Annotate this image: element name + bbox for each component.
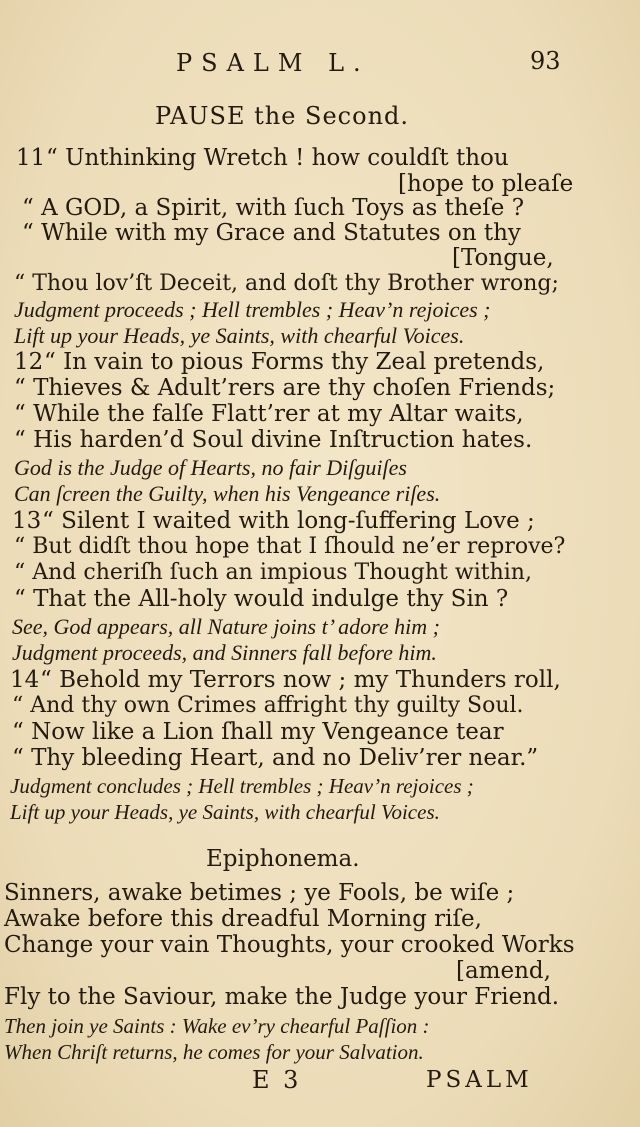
verse-line: Awake before this dreadful Morning riſe, bbox=[4, 906, 482, 932]
chorus-line: Then join ye Saints : Wake ev’ry chearful Paſſion : bbox=[4, 1014, 430, 1038]
chorus-line: Judgment proceeds ; Hell trembles ; Heav’n rejoices ; bbox=[14, 297, 491, 322]
verse-line: “ And cheriſh ſuch an impious Thought within, bbox=[14, 560, 532, 585]
verse-line bbox=[16, 145, 509, 171]
chorus-line: Can ſcreen the Guilty, when his Vengeance riſes. bbox=[14, 481, 441, 506]
verse-line: Sinners, awake betimes ; ye Fools, be wiſe ; bbox=[4, 880, 515, 906]
verse-line: Change your vain Thoughts, your crooked Works bbox=[4, 932, 575, 958]
running-title: PSALM L. bbox=[176, 49, 370, 77]
verse-number: 14 bbox=[10, 667, 40, 693]
verse-line bbox=[14, 349, 544, 375]
verse-number: 12 bbox=[14, 349, 44, 375]
verse-turnover: [hope to pleaſe bbox=[398, 171, 574, 197]
verse-turnover: [amend, bbox=[456, 958, 551, 984]
chorus-line: When Chriſt returns, he comes for your Salvation. bbox=[4, 1040, 424, 1064]
verse-line: “ That the All-holy would indulge thy Sin ? bbox=[14, 586, 509, 612]
verse-line: “ His harden’d Soul divine Inſtruction hates. bbox=[14, 427, 533, 453]
chorus-line: See, God appears, all Nature joins t’ adore him ; bbox=[12, 614, 440, 639]
verse-line: “ But didſt thou hope that I ſhould ne’er reprove? bbox=[14, 534, 566, 559]
chorus-line: Judgment concludes ; Hell trembles ; Heav’n rejoices ; bbox=[10, 774, 474, 798]
epiphonema-title: Epiphonema. bbox=[206, 846, 360, 872]
verse-number: 11 bbox=[16, 145, 46, 171]
verse-line bbox=[10, 667, 561, 693]
verse-text: “ Behold my Terrors now ; my Thunders roll, bbox=[40, 667, 561, 693]
verse-text: “ Silent I waited with long-ſuffering Love ; bbox=[42, 508, 535, 534]
chorus-line: Lift up your Heads, ye Saints, with chearful Voices. bbox=[14, 323, 465, 348]
verse-line: “ Thou lov’ſt Deceit, and doſt thy Brother wrong; bbox=[14, 271, 559, 296]
verse-turnover: [Tongue, bbox=[452, 245, 554, 271]
section-title: PAUSE the Second. bbox=[155, 102, 410, 130]
chorus-line: Judgment proceeds, and Sinners fall before him. bbox=[12, 640, 437, 665]
signature-mark: E 3 bbox=[252, 1066, 302, 1094]
verse-line: Fly to the Saviour, make the Judge your Friend. bbox=[4, 984, 560, 1010]
verse-line: “ While the falſe Flatt’rer at my Altar waits, bbox=[14, 401, 524, 427]
verse-text: “ Unthinking Wretch ! how couldſt thou bbox=[46, 145, 509, 171]
verse-line: “ While with my Grace and Statutes on thy bbox=[22, 220, 521, 246]
catchword: PSALM bbox=[426, 1067, 533, 1093]
verse-line: “ And thy own Crimes affright thy guilty Soul. bbox=[12, 693, 524, 718]
chorus-line: Lift up your Heads, ye Saints, with chearful Voices. bbox=[10, 800, 440, 824]
verse-number: 13 bbox=[12, 508, 42, 534]
page-number: 93 bbox=[530, 47, 561, 75]
verse-line: “ Now like a Lion ſhall my Vengeance tear bbox=[12, 719, 504, 745]
verse-line bbox=[12, 508, 535, 534]
verse-line: “ A GOD, a Spirit, with ſuch Toys as theſe ? bbox=[22, 195, 525, 221]
verse-line: “ Thy bleeding Heart, and no Deliv’rer near.” bbox=[12, 745, 539, 771]
chorus-line: God is the Judge of Hearts, no fair Diſguiſes bbox=[14, 455, 407, 480]
verse-text: “ In vain to pious Forms thy Zeal pretends, bbox=[44, 349, 545, 375]
verse-line: “ Thieves & Adult’rers are thy choſen Friends; bbox=[14, 375, 556, 401]
